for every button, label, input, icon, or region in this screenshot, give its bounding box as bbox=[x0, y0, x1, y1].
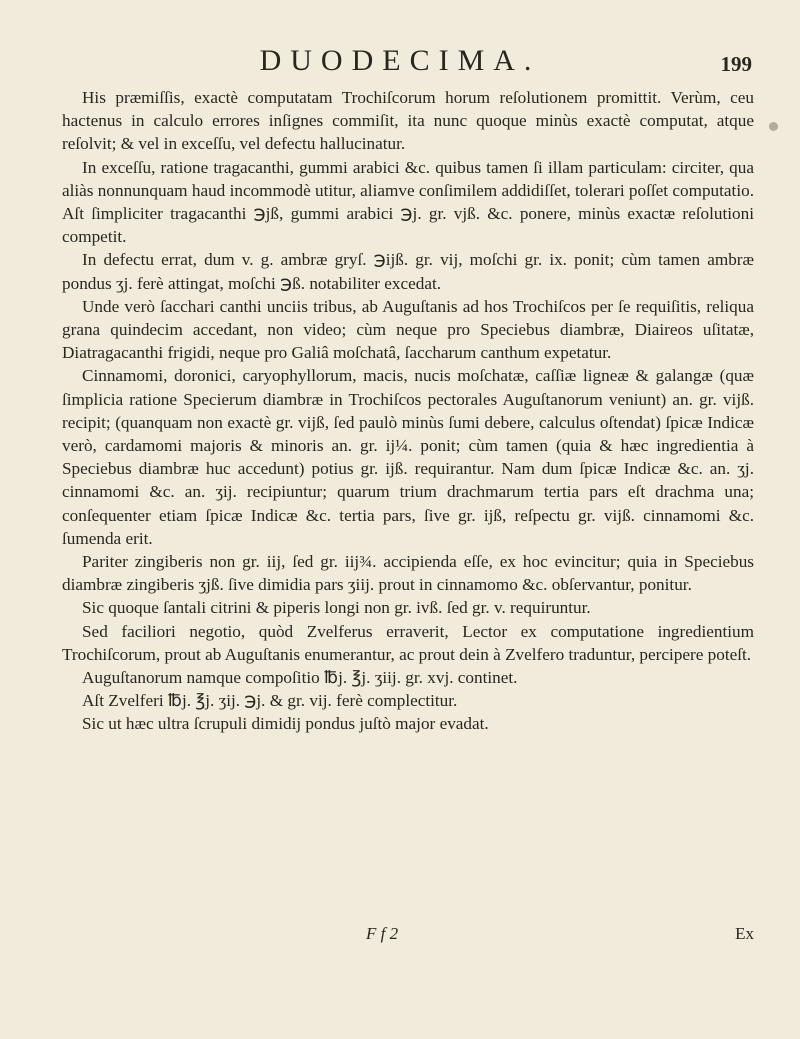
paragraph: Sic quoque ſantali citrini & piperis longi non gr. ivß. ſed gr. v. requiruntur. bbox=[82, 598, 591, 618]
catchword: Ex bbox=[735, 924, 754, 943]
running-title: DUODECIMA. bbox=[259, 44, 541, 77]
paragraph: Pariter zingiberis non gr. iij, ſed gr. iij¾. accipienda eſſe, ex hoc evincitur; quia in Speciebus diambræ zingiberis ʒjß. ſive dimidia pars ʒiij. prout in cinnamomo &c. obſervantur, ponitur. bbox=[62, 552, 754, 595]
paragraph: Aſt Zvelferi ℔j. ℥j. ʒij. ℈j. & gr. vij. ferè complectitur. bbox=[82, 691, 458, 711]
paragraph: Sed faciliori negotio, quòd Zvelferus erraverit, Lector ex computatione ingredientium Trochiſcorum, prout ab Auguſtanis enumerantur, ac prout dein à Zvelfero traduntur, percipere poteſt. bbox=[62, 621, 754, 664]
page-footer bbox=[62, 924, 754, 948]
paragraph: Sic ut hæc ultra ſcrupuli dimidij pondus juſtò major evadat. bbox=[82, 714, 489, 734]
paragraph: Cinnamomi, doronici, caryophyllorum, macis, nucis moſchatæ, caſſiæ ligneæ & galangæ (quæ ſimplicia ratione Specierum diambræ in Trochiſcos pectorales Auguſtanorum veniunt) an. gr. vijß. recipit; (quanquam non exactè gr. vijß, ſed paulò minùs ſumi debere, calculus oſtendat) ſpicæ Indicæ verò, cardamomi majoris & minoris an. gr. ij¼. ponit; cùm tamen (quia & hæc ingredientia à Speciebus diambræ huc accedunt) potius gr. ijß. requirantur. Nam dum ſpicæ Indicæ &c. an. ʒj. cinnamomi &c. an. ʒij. recipiuntur; quarum trium drachmarum tertia pars eſt drachma una; conſequenter etiam ſpicæ Indicæ &c. tertia pars, ſive gr. ijß, reſpectu gr. vijß. cinnamomi &c. ſumenda erit. bbox=[62, 366, 754, 548]
page-header bbox=[0, 44, 800, 84]
paragraph: In exceſſu, ratione tragacanthi, gummi arabici &c. quibus tamen ſi illam particulam: circiter, qua aliàs nonnunquam haud incommodè utitur, aliamve conſimilem addidiſſet, tolerari poſſet computatio. Aſt ſimpliciter tragacanthi ℈jß, gummi arabici ℈j. gr. vjß. &c. ponere, minùs exactæ reſolutioni competit. bbox=[62, 157, 754, 247]
ink-spot bbox=[769, 122, 778, 131]
signature-mark: F f 2 bbox=[366, 924, 399, 943]
paragraph: Unde verò ſacchari canthi unciis tribus, ab Auguſtanis ad hos Trochiſcos per ſe requiſitis, reliqua grana quindecim accedant, non video; cùm neque pro Speciebus diambræ, Diaireos uſitatæ, Diatragacanthi frigidi, neque pro Galiâ moſchatâ, ſaccharum canthum expetatur. bbox=[62, 296, 754, 363]
body-text bbox=[62, 86, 754, 736]
page-number: 199 bbox=[720, 52, 752, 76]
paragraph: In defectu errat, dum v. g. ambræ gryſ. ℈ijß. gr. vij, moſchi gr. ix. ponit; cùm tamen ambræ pondus ʒj. ferè attingat, moſchi ℈ß. notabiliter excedat. bbox=[62, 250, 754, 293]
paragraph: Auguſtanorum namque compoſitio ℔j. ℥j. ʒiij. gr. xvj. continet. bbox=[82, 668, 518, 688]
paragraph: His præmiſſis, exactè computatam Trochiſcorum horum reſolutionem promittit. Verùm, ceu hactenus in calculo errores inſignes commiſit, ita nunc quoque minùs exactè computat, atque reſolvit; & vel in exceſſu, vel defectu hallucinatur. bbox=[62, 88, 754, 154]
